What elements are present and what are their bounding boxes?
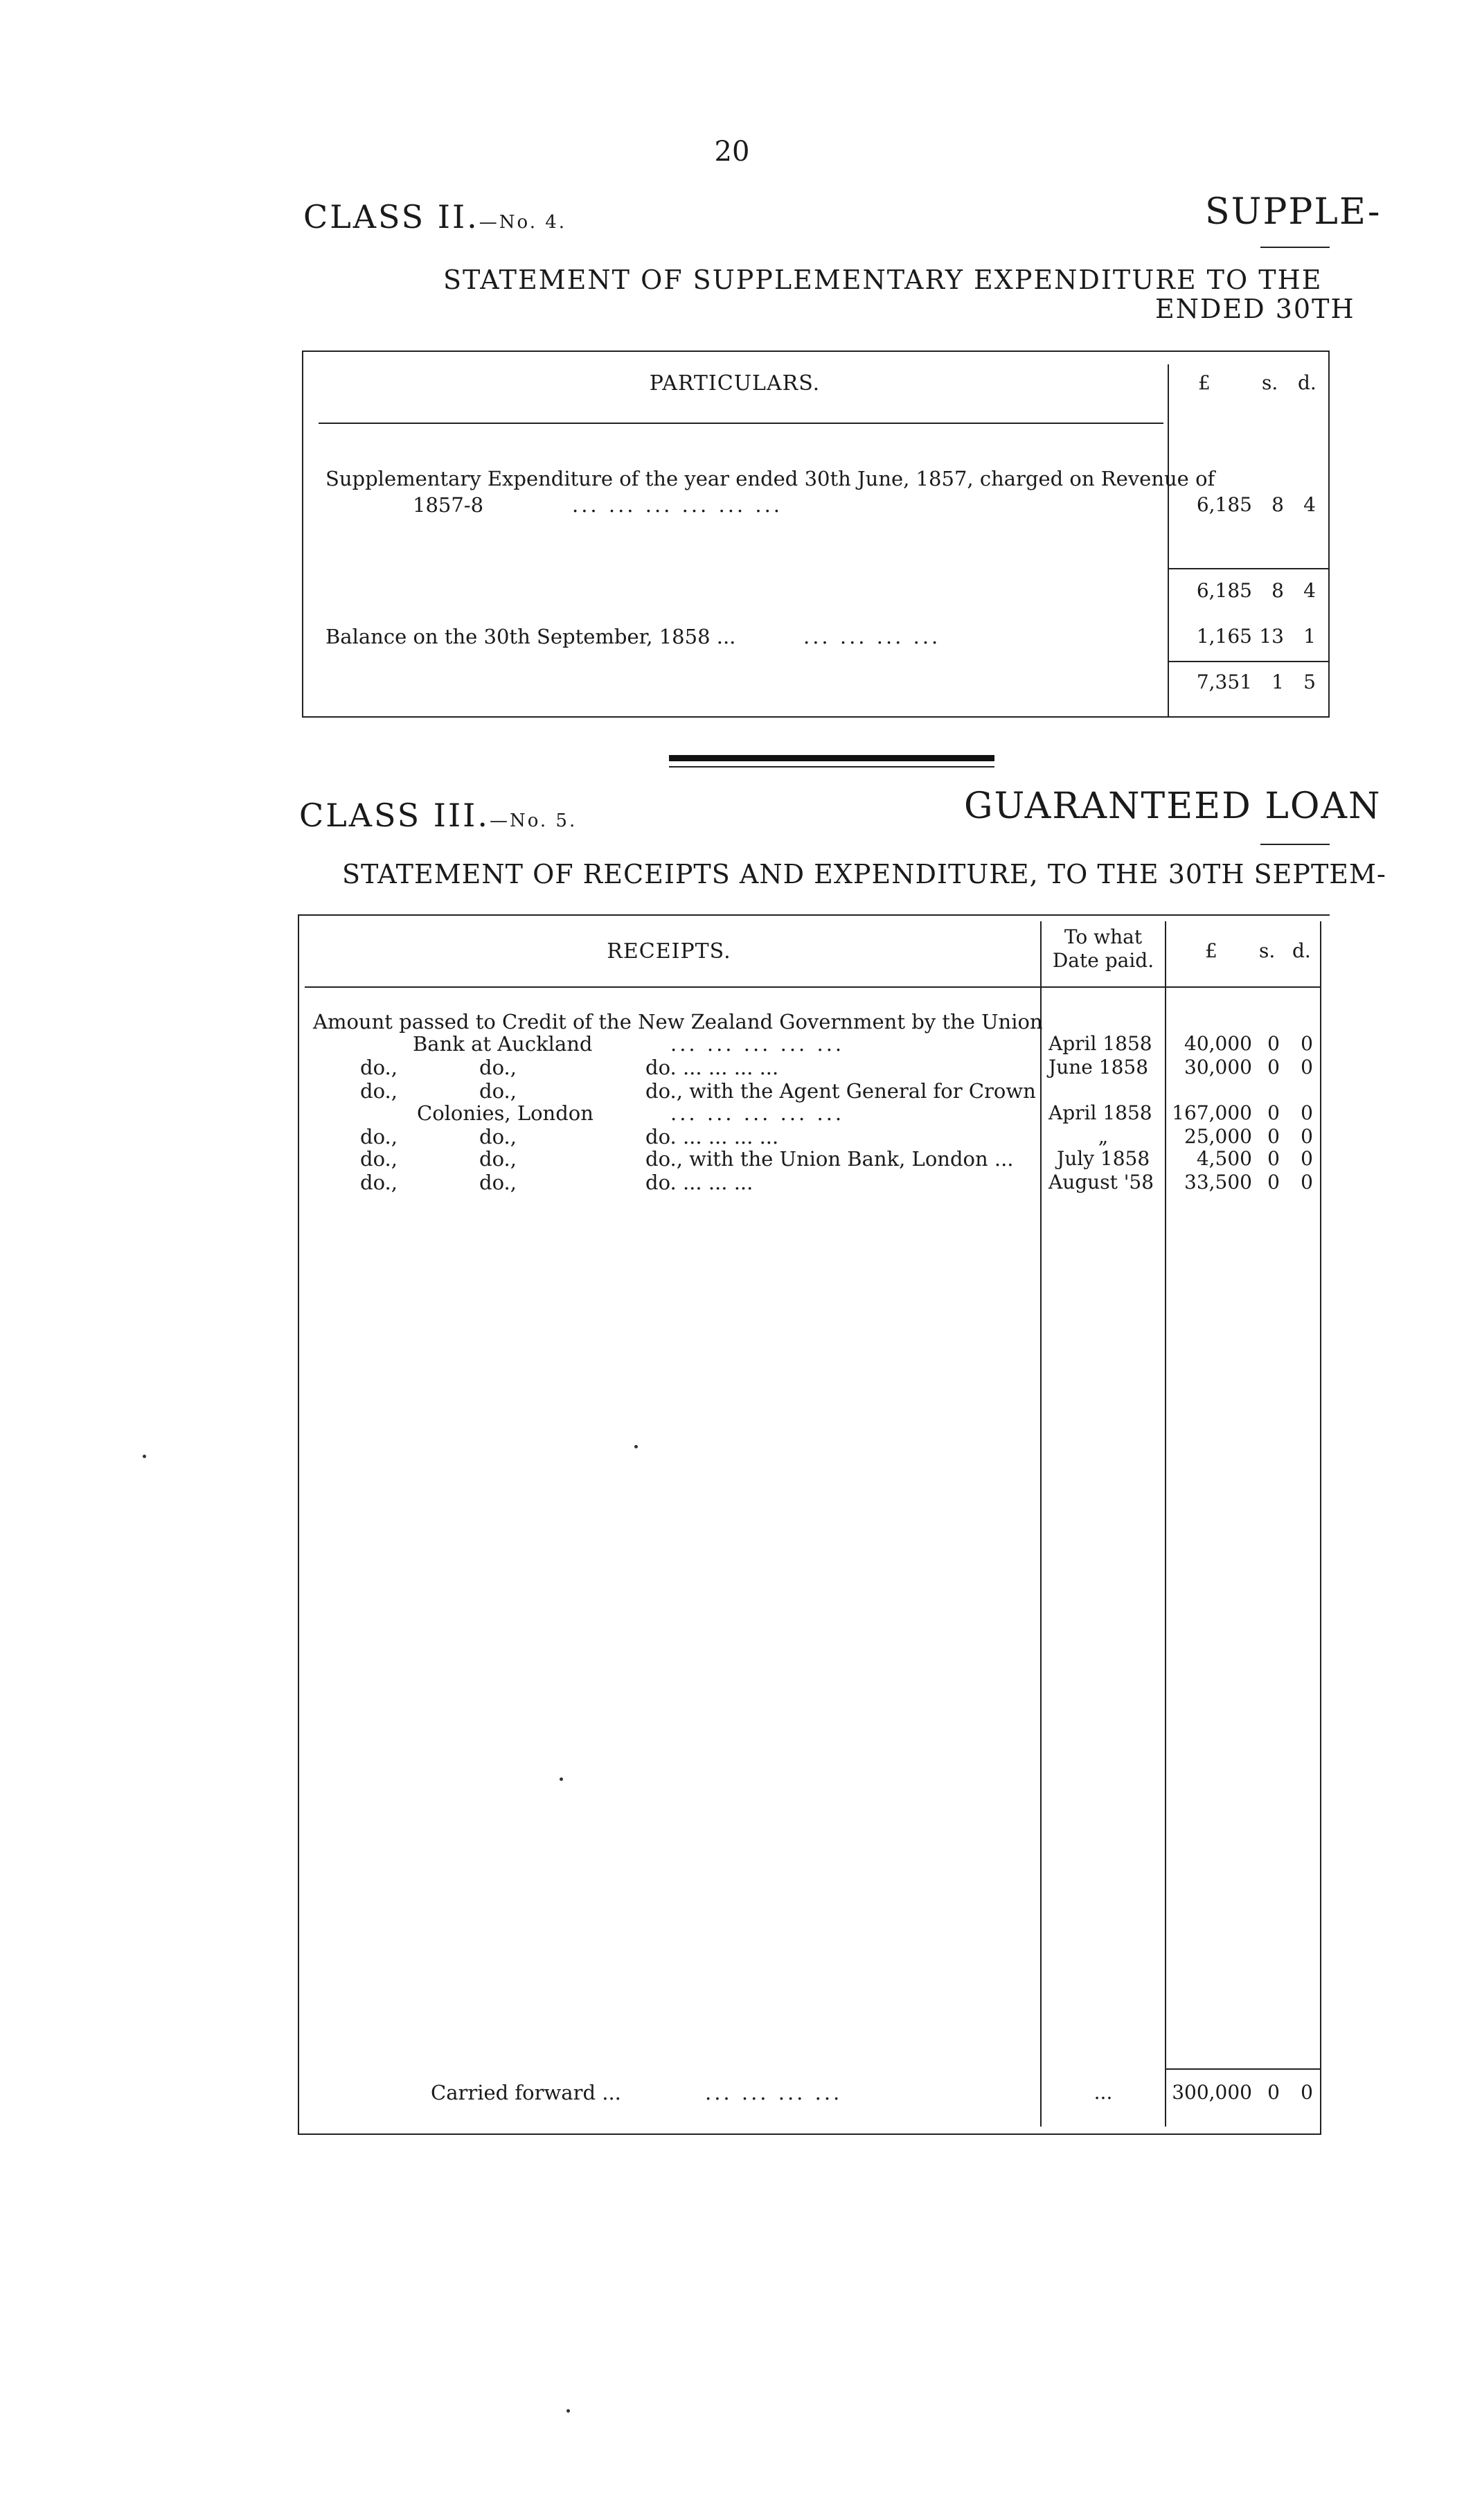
subtotal-pence: 4: [1303, 579, 1316, 602]
pence-header: d.: [1298, 371, 1316, 394]
carried-date: ...: [1093, 2081, 1113, 2104]
statement-title-cont: ENDED 30TH: [1155, 294, 1355, 324]
receipt-pounds: 25,000: [1184, 1125, 1252, 1148]
particulars-row-text: Supplementary Expenditure of the year ended 30th June, 1857, charged on Revenue of: [325, 467, 1215, 490]
leader-dots: ... ... ... ...: [705, 2081, 843, 2104]
carried-rule: [1165, 2068, 1320, 2070]
leader-dots: ... ... ... ... ...: [670, 1032, 845, 1056]
pounds-header: £: [1198, 371, 1211, 394]
receipt-shillings: 0: [1267, 1147, 1280, 1170]
receipt-pounds: 40,000: [1184, 1032, 1252, 1055]
subtotal-rule: [1168, 568, 1328, 569]
receipt-row-text: do.,: [360, 1147, 398, 1171]
date-header-line2: Date paid.: [1052, 949, 1154, 972]
shillings-header: s.: [1259, 939, 1276, 962]
carried-pounds: 300,000: [1172, 2081, 1252, 2104]
receipt-date: July 1858: [1057, 1147, 1150, 1170]
receipt-shillings: 0: [1267, 1032, 1280, 1055]
rule: [1260, 247, 1330, 248]
total-shillings: 1: [1271, 671, 1284, 693]
particulars-header: PARTICULARS.: [649, 371, 821, 396]
receipt-row-text: do., with the Union Bank, London ...: [645, 1147, 1014, 1171]
leader-dots: ... ... ... ...: [803, 625, 941, 648]
table-top-border: [298, 914, 1330, 916]
scan-speck: [634, 1445, 638, 1448]
receipt-row-text: do. ... ... ...: [645, 1171, 753, 1194]
carried-shillings: 0: [1267, 2081, 1280, 2104]
leader-dots: ... ... ... ... ... ...: [572, 493, 783, 517]
class-heading: [299, 797, 577, 834]
class-label: CLASS III.: [299, 797, 490, 834]
receipt-date: April 1858: [1048, 1101, 1152, 1124]
receipt-row-text: Amount passed to Credit of the New Zealand Government by the Union: [313, 1010, 1043, 1033]
table-bottom-border: [302, 716, 1330, 718]
receipt-row-text: do.,: [479, 1147, 517, 1171]
date-header-line1: To what: [1064, 925, 1143, 948]
table-bottom-border: [298, 2133, 1321, 2135]
rule: [1260, 844, 1330, 845]
receipt-pence: 0: [1301, 1171, 1313, 1194]
subtotal-shillings: 8: [1271, 579, 1284, 602]
table-right-border: [1320, 921, 1321, 2135]
statement-title: STATEMENT OF SUPPLEMENTARY EXPENDITURE TO THE: [443, 265, 1323, 295]
page-number: 20: [714, 136, 750, 168]
pounds-header: £: [1205, 939, 1217, 962]
receipt-row-text: do. ... ... ... ...: [645, 1056, 779, 1079]
receipt-row-text: do.,: [479, 1056, 517, 1079]
class-number: —No. 5.: [489, 810, 578, 831]
scan-speck: [560, 1777, 563, 1781]
receipt-row-text: do.,: [479, 1125, 517, 1148]
pence-header: d.: [1292, 939, 1311, 962]
class-heading: [303, 198, 566, 236]
class-number: —No. 4.: [479, 212, 567, 233]
total-pence: 5: [1303, 671, 1316, 693]
table-left-border: [298, 914, 299, 2135]
receipt-date: „: [1098, 1125, 1109, 1148]
leader-dots: ... ... ... ... ...: [670, 1101, 845, 1125]
section-banner: GUARANTEED LOAN: [964, 786, 1382, 827]
receipt-shillings: 0: [1267, 1125, 1280, 1148]
balance-shillings: 13: [1259, 625, 1284, 648]
receipt-date: April 1858: [1048, 1032, 1152, 1055]
carried-pence: 0: [1301, 2081, 1313, 2104]
receipt-row-text: do., with the Agent General for Crown: [645, 1079, 1036, 1103]
balance-label: Balance on the 30th September, 1858 ...: [325, 625, 736, 648]
table-right-border: [1328, 351, 1330, 718]
receipt-shillings: 0: [1267, 1101, 1280, 1124]
particulars-row-year: 1857-8: [413, 493, 484, 517]
section-separator: [669, 755, 994, 761]
receipt-pounds: 30,000: [1184, 1056, 1252, 1079]
receipt-shillings: 0: [1267, 1056, 1280, 1079]
table-left-border: [302, 351, 303, 718]
balance-pence: 1: [1303, 625, 1316, 648]
amount-pounds: 6,185: [1196, 493, 1252, 516]
receipt-row-text: do.,: [360, 1171, 398, 1194]
total-pounds: 7,351: [1196, 671, 1252, 693]
receipt-pence: 0: [1301, 1101, 1313, 1124]
shillings-header: s.: [1262, 371, 1278, 394]
amount-pence: 4: [1303, 493, 1316, 516]
receipt-date: June 1858: [1048, 1056, 1149, 1079]
receipt-row-text: do.,: [479, 1079, 517, 1103]
subtotal-pounds: 6,185: [1196, 579, 1252, 602]
statement-title: STATEMENT OF RECEIPTS AND EXPENDITURE, TO THE 30TH SEPTEM-: [342, 859, 1386, 889]
amount-shillings: 8: [1271, 493, 1284, 516]
receipt-date: August '58: [1048, 1171, 1154, 1194]
total-rule: [1168, 661, 1328, 662]
receipt-row-text: do.,: [479, 1171, 517, 1194]
receipts-header: RECEIPTS.: [607, 939, 731, 964]
class-label: CLASS II.: [303, 198, 479, 236]
table-top-border: [302, 351, 1330, 352]
carried-forward-label: Carried forward ...: [431, 2081, 621, 2104]
balance-pounds: 1,165: [1196, 625, 1252, 648]
receipt-pence: 0: [1301, 1032, 1313, 1055]
header-rule: [319, 423, 1163, 424]
scan-speck: [566, 2409, 570, 2413]
receipt-shillings: 0: [1267, 1171, 1280, 1194]
receipt-row-text: do.,: [360, 1056, 398, 1079]
receipt-row-text: do.,: [360, 1079, 398, 1103]
scan-speck: [143, 1455, 146, 1458]
receipt-pence: 0: [1301, 1056, 1313, 1079]
section-banner: SUPPLE-: [1205, 191, 1382, 233]
date-column-divider: [1040, 921, 1042, 2127]
section-separator-thin: [669, 766, 994, 767]
receipt-pounds: 4,500: [1196, 1147, 1252, 1170]
receipt-pounds: 33,500: [1184, 1171, 1252, 1194]
header-rule: [305, 986, 1320, 988]
receipt-pounds: 167,000: [1172, 1101, 1252, 1124]
amount-column-divider: [1168, 364, 1169, 718]
receipt-row-text: do.,: [360, 1125, 398, 1148]
receipt-pence: 0: [1301, 1125, 1313, 1148]
amount-column-divider: [1165, 921, 1166, 2127]
receipt-pence: 0: [1301, 1147, 1313, 1170]
receipt-row-text: Colonies, London: [417, 1101, 593, 1125]
receipt-row-text: Bank at Auckland: [413, 1032, 593, 1056]
receipt-row-text: do. ... ... ... ...: [645, 1125, 779, 1148]
